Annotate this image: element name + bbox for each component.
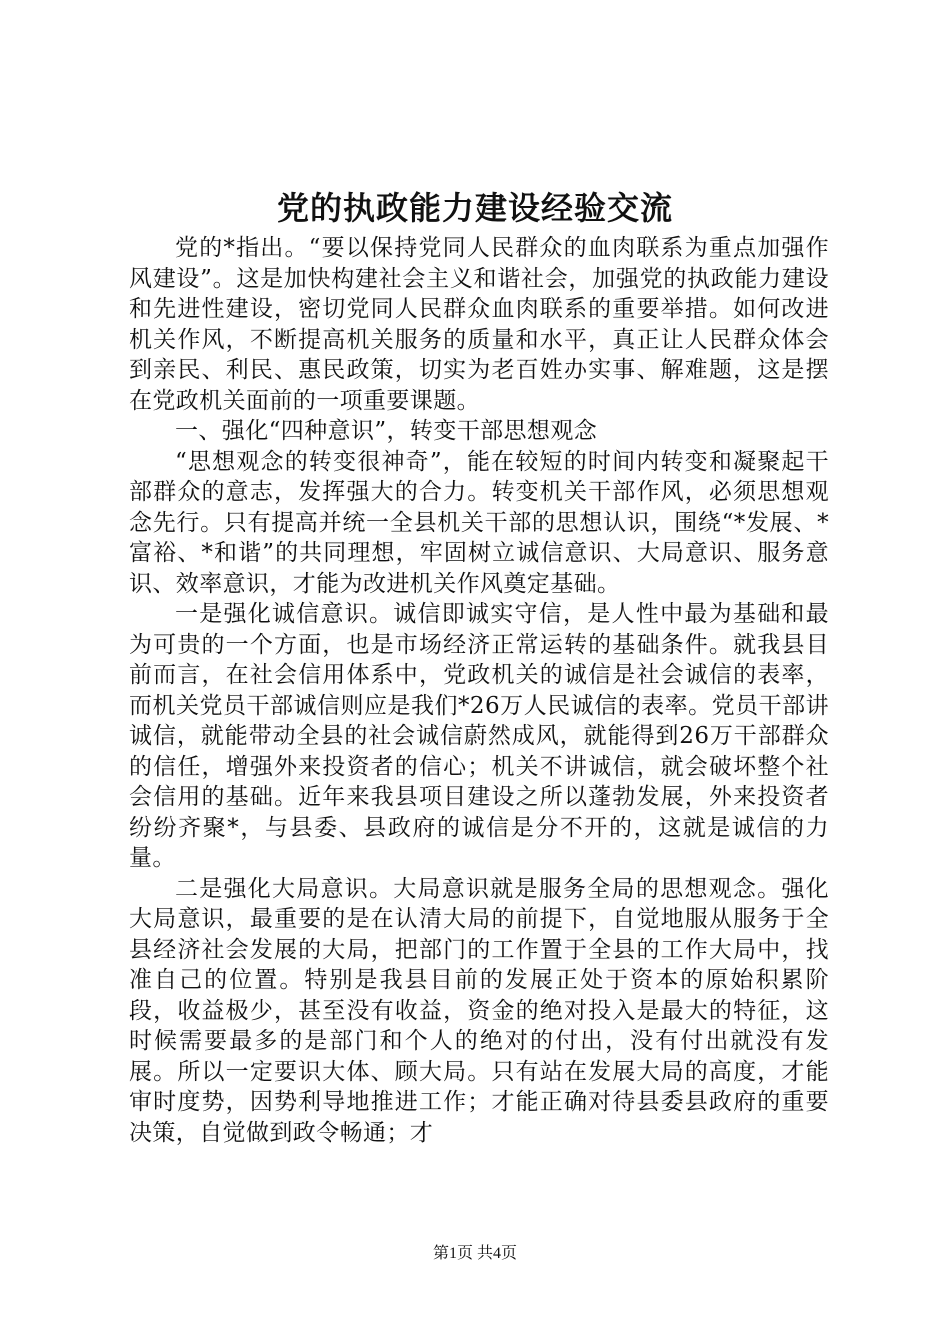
paragraph-integrity: 一是强化诚信意识。诚信即诚实守信，是人性中最为基础和最为可贵的一个方面，也是市场经济正常运转的基础条件。就我县目前而言，在社会信用体系中，党政机关的诚信是社会诚信的表率，而机关党员干部诚信则应是我们*26万人民诚信的表率。党员干部讲诚信，就能带动全县的社会诚信蔚然成风，就能得到26万干部群众的信任，增强外来投资者的信心；机关不讲诚信，就会破坏整个社会信用的基础。近年来我县项目建设之所以蓬勃发展，外来投资者纷纷齐聚*，与县委、县政府的诚信是分不开的，这就是诚信的力量。: [129, 601, 829, 871]
paragraph-thinking: “思想观念的转变很神奇”，能在较短的时间内转变和凝聚起干部群众的意志，发挥强大的合力。转变机关干部作风，必须思想观念先行。只有提高并统一全县机关干部的思想认识，围绕“*发展、*富裕、*和谐”的共同理想，牢固树立诚信意识、大局意识、服务意识、效率意识，才能为改进机关作风奠定基础。: [129, 448, 829, 597]
document-title: 党的执政能力建设经验交流: [276, 189, 673, 227]
section-heading: 一、强化“四种意识”，转变干部思想观念: [175, 418, 598, 444]
document-body: [129, 233, 829, 1148]
paragraph-overall-situation: 二是强化大局意识。大局意识就是服务全局的思想观念。强化大局意识，最重要的是在认清大局的前提下，自觉地服从服务于全县经济社会发展的大局，把部门的工作置于全县的工作大局中，找准自己的位置。特别是我县目前的发展正处于资本的原始积累阶段，收益极少，甚至没有收益，资金的绝对投入是最大的特征，这时候需要最多的是部门和个人的绝对的付出，没有付出就没有发展。所以一定要识大体、顾大局。只有站在发展大局的高度，才能审时度势，因势利导地推进工作；才能正确对待县委县政府的重要决策，自觉做到政令畅通；才: [129, 875, 829, 1146]
paragraph-intro: 党的*指出。“要以保持党同人民群众的血肉联系为重点加强作风建设”。这是加快构建社会主义和谐社会，加强党的执政能力建设和先进性建设，密切党同人民群众血肉联系的重要举措。如何改进机关作风，不断提高机关服务的质量和水平，真正让人民群众体会到亲民、利民、惠民政策，切实为老百姓办实事、解难题，这是摆在党政机关面前的一项重要课题。: [129, 235, 829, 414]
page-number-footer: 第1页 共4页: [432, 1245, 517, 1262]
